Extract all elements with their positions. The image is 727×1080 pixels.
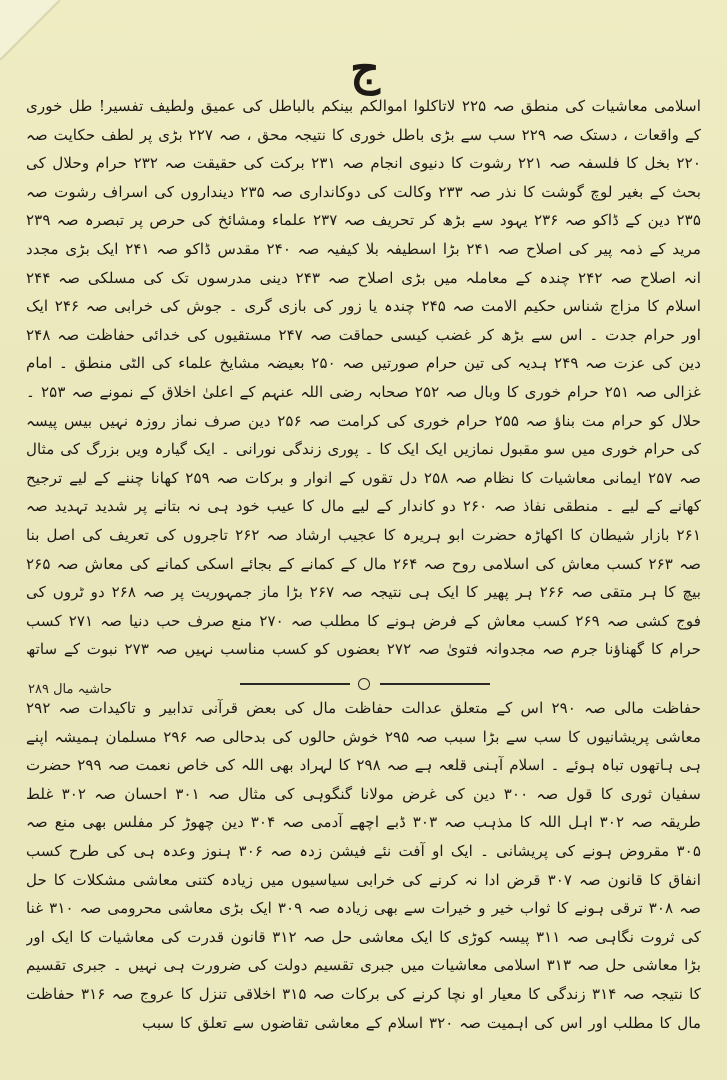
contents-text: حفاظت مالی صہ ۲۹۰ اس کے متعلق عدالت حفاظت مال کی بعض قرآنی تدابیر و تاکیدات صہ ۲۹۲ معاشی پریشانیوں کا سب سے بڑا سبب صہ ۲۹۵ خوش حالوں کی بدحالی صہ ۲۹۶ مسلمان ہمیشہ اپنے ہی ہاتھوں تباہ ہوئے ۔ اسلام آہنی قلعہ ہے صہ ۲۹۸ کا لہراد بھی اللہ کی خاص نعمت صہ ۲۹۹ حضرت سفیان ثوری کا قول صہ ۳۰۰ دین کی غرض مولانا گنگوہی کی مثال صہ ۳۰۱ احسان صہ ۳۰۲ غلط طریقہ صہ ۳۰۲ اہل اللہ کا مذہب صہ ۳۰۳ ڈبے اچھے آدمی صہ ۳۰۴ دین چھوڑ کر مفلس بھی منع صہ ۳۰۵ مقروض ہونے کی پریشانی ۔ ایک او آفت نئے فیشن زدہ صہ ۳۰۶ ہنوز وعدہ ہی کی طرح کسب انفاق کا قانون صہ ۳۰۷ قرض ادا نہ کرنے کی خرابی سیاسیوں میں زیادہ کتنی معاشی مشکلات کا حل صہ ۳۰۸ ترقی ہونے کا ثواب خیر و خیرات سے بھی زیادہ صہ ۳۰۹ ایک بڑی معاشی محرومی صہ ۳۱۰ غنا کی ثروت نگاہی صہ ۳۱۱ پیسہ کوڑی کا ایک معاشی حل صہ ۳۱۲ قانون قدرت کی معاشیات کا ایک اور بڑا معاشی حل صہ ۳۱۳ اسلامی معاشیات میں جبری تقسیم دولت کی ضرورت ہی نہیں ۔ جبری تقسیم کا نتیجہ صہ ۳۱۴ زندگی کا معیار او نچا کرنے کی برکات صہ ۳۱۵ اخلاقی تنزل کا عروج صہ ۳۱۶ حفاظت مال کا مطلب اور اس کی اہمیت صہ ۳۲۰ اسلام کے معاشی تقاضوں سے تعلق کا سبب: [26, 699, 701, 1032]
contents-section-two: [26, 694, 701, 1064]
page-letter: ج: [350, 41, 380, 95]
divider-line: [380, 683, 490, 685]
margin-note: حاشیہ مال ۲۸۹: [28, 682, 113, 697]
contents-section-one: [26, 92, 701, 670]
divider-line: [240, 683, 350, 685]
contents-text: اسلامی معاشیات کی منطق صہ ۲۲۵ لاتاکلوا اموالکم بینکم بالباطل کی عمیق ولطیف تفسیر! طل خوری کے واقعات ، دستک صہ ۲۲۹ سب سے بڑی باطل خوری کا نتیجہ محق ، صہ ۲۲۷ بڑی پر لطف حکایت صہ ۲۲۰ بخل کا فلسفہ صہ ۲۲۱ رشوت کا دنیوی انجام صہ ۲۳۱ برکت کی حقیقت صہ ۲۳۲ حرام وحلال کی بحث کے بغیر لوچ گوشت کا نذر صہ ۲۳۳ وکالت کی دوکانداری صہ ۲۳۵ دینداروں کی اسراف رشوت صہ ۲۳۵ دین کے ڈاکو صہ ۲۳۶ یہود سے بڑھ کر تحریف صہ ۲۳۷ علماء ومشائخ کی حرص پر تبصرہ صہ ۲۳۹ مرید کے ذمہ پیر کی اصلاح صہ ۲۴۱ بڑا اسطیفہ بلا کیفیہ صہ ۲۴۰ مقدس ڈاکو صہ ۲۴۱ ایک بڑی مجدد انہ اصلاح صہ ۲۴۲ چندہ کے معاملہ میں بڑی اصلاح صہ ۲۴۳ دینی مدرسوں تک کی مسلکی صہ ۲۴۴ اسلام کا مزاج شناس حکیم الامت صہ ۲۴۵ چندہ یا زور کی بازی گری ۔ جوش کی خرابی صہ ۲۴۶ ایک اور حرام جدت ۔ اس سے بڑھ کر غضب کیسی حماقت صہ ۲۴۷ مستقیوں کی خدائی حفاظت صہ ۲۴۸ دین کی عزت صہ ۲۴۹ ہدیہ کی تین حرام صورتیں صہ ۲۵۰ بعیضہ مشایخ علماء کی الٹی منطق ۔ امام غزالی صہ ۲۵۱ حرام خوری کا وبال صہ ۲۵۲ صحابہ رضی اللہ عنہم کے اعلیٰ اخلاق کے نمونے صہ ۲۵۳ ۔ حلال کو حرام مت بناؤ صہ ۲۵۵ حرام خوری کی کرامت صہ ۲۵۶ دین صرف نماز روزہ نہیں بیس پیسہ کی حرام خوری میں سو مقبول نمازیں ایک ایک کا ۔ پوری زندگی نورانی ۔ ایک گیارہ ویں بزرگ کی مثال صہ ۲۵۷ ایمانی معاشیات کا نظام صہ ۲۵۸ دل تقوں کے انوار و برکات صہ ۲۵۹ کھانا چننے کے لیے ترجیح کھانے کے لیے ۔ منطقی نفاذ صہ ۲۶۰ دو کاندار کے لیے مال کا عیب خود ہی نہ بتانے پر شدید تہدید صہ ۲۶۱ بازار شیطان کا اکھاڑہ حضرت ابو ہریرہ کا عجیب ارشاد صہ ۲۶۲ تاجروں کی تعریف کی اصل بنا صہ ۲۶۳ کسب معاش کی اسلامی روح صہ ۲۶۴ مال کے کمانے کے بجائے اسکی کمانے کی معاش صہ ۲۶۵ بیچ کا ہر متقی صہ ۲۶۶ ہر پھیر کا ایک ہی نتیجہ صہ ۲۶۷ بڑا ماز جمہوریت پر صہ ۲۶۸ دو ٹروں کی فوج کشی صہ ۲۶۹ کسب معاش کے فرض ہونے کا مطلب صہ ۲۷۰ منع صرف حب دنیا صہ ۲۷۱ کسب حرام کا گھناؤنا جرم صہ مجدوانہ فتویٰ صہ ۲۷۲ بعضوں کو کسب مناسب نہیں صہ ۲۷۳ نبوت کے ساتھ: [26, 97, 701, 659]
divider-ornament-icon: [358, 678, 370, 690]
folded-corner: [0, 0, 60, 60]
section-divider: [240, 676, 490, 692]
